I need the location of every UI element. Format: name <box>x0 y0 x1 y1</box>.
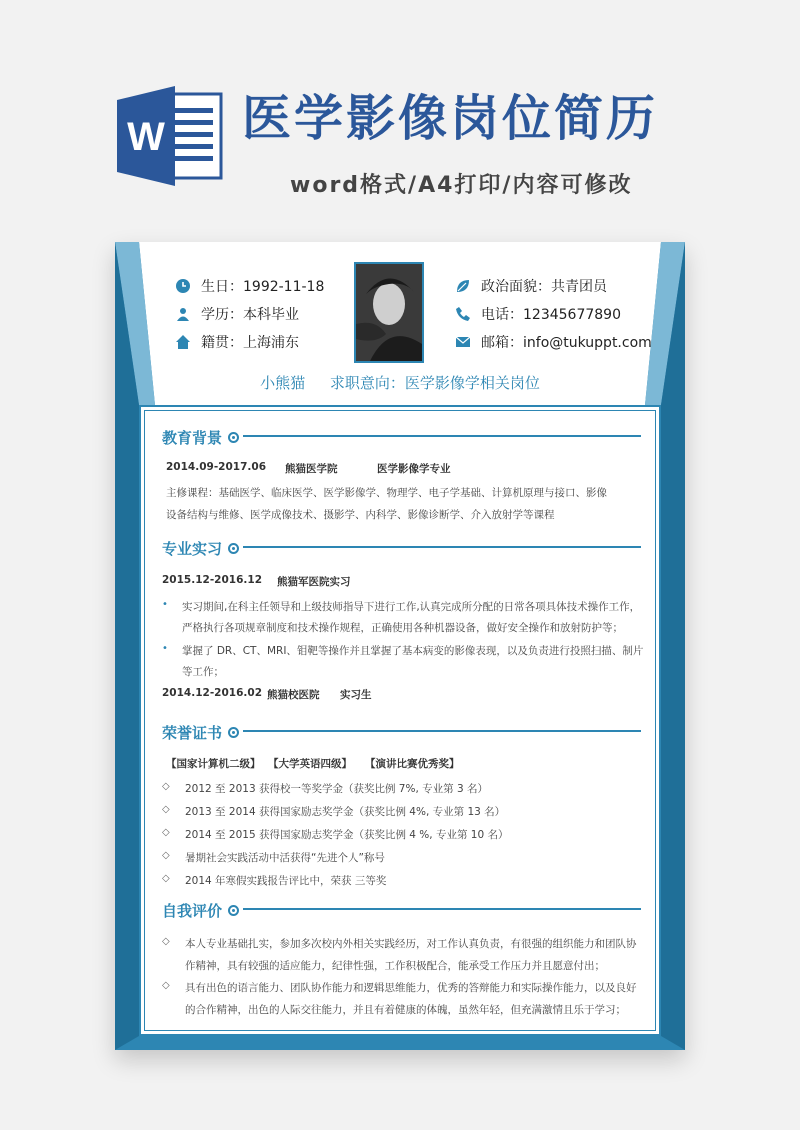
clock-icon <box>175 278 191 294</box>
phone-icon <box>455 306 471 322</box>
intern1-org: 熊猫军医院实习 <box>277 576 351 588</box>
intern1-line4: 等工作； <box>182 666 224 678</box>
honor-item: 2013 至 2014 获得国家励志奖学金（获奖比例 4%, 专业第 13 名） <box>185 806 506 818</box>
section-dot-icon <box>228 905 239 916</box>
word-logo-icon <box>117 86 225 186</box>
section-title-honors: 荣誉证书 <box>162 722 239 743</box>
email-text: 邮箱：info@tukuppt.com <box>481 335 652 351</box>
cert-speech: 【演讲比赛优秀奖】 <box>365 758 460 770</box>
diamond-bullet-icon: ◇ <box>162 850 170 861</box>
self-line1: 本人专业基础扎实，参加多次校内外相关实践经历，对工作认真负责，有很强的组织能力和团队协 <box>185 938 637 950</box>
self-line4: 的合作精神，出色的人际交往能力，并且有着健康的体魄，虽然年轻，但充满激情且乐于学习； <box>185 1004 626 1016</box>
diamond-bullet-icon: ◇ <box>162 804 170 815</box>
intern1-line1: 实习期间,在科主任领导和上级技师指导下进行工作,认真完成所分配的日常各项具体技术操作工作， <box>182 601 641 613</box>
word-logo-letter: W <box>127 115 165 159</box>
cert-english: 【大学英语四级】 <box>268 758 352 770</box>
name-objective-line <box>115 372 685 393</box>
section-divider <box>243 546 641 548</box>
section-divider <box>243 435 641 437</box>
education-text: 学历：本科毕业 <box>201 307 299 323</box>
diamond-bullet-icon: ◇ <box>162 781 170 792</box>
bullet-icon: • <box>162 599 168 610</box>
phone-info <box>455 304 621 324</box>
job-objective: 求职意向：医学影像学相关岗位 <box>329 374 540 392</box>
page-title: 医学影像岗位简历 <box>242 90 659 147</box>
diamond-bullet-icon: ◇ <box>162 980 170 991</box>
diamond-bullet-icon: ◇ <box>162 873 170 884</box>
page-subtitle: word格式/A4打印/内容可修改 <box>290 173 633 198</box>
honor-item: 暑期社会实践活动中活获得“先进个人”称号 <box>185 852 385 864</box>
email-info <box>455 332 652 352</box>
edu-period: 2014.09-2017.06 <box>166 461 267 473</box>
bullet-icon: • <box>162 643 168 654</box>
education-info <box>175 304 299 324</box>
edu-courses-line2: 设备结构与维修、医学成像技术、摄影学、内科学、影像诊断学、介入放射学等课程 <box>166 509 555 521</box>
honor-item: 2012 至 2013 获得校一等奖学金（获奖比例 7%, 专业第 3 名） <box>185 783 488 795</box>
section-title-education: 教育背景 <box>162 427 239 448</box>
honor-item: 2014 至 2015 获得国家励志奖学金（获奖比例 4 %, 专业第 10 名） <box>185 829 509 841</box>
edu-school: 熊猫医学院 <box>285 463 338 475</box>
resume-sheet <box>115 242 685 1050</box>
birth-info <box>175 276 324 296</box>
section-divider <box>243 908 641 910</box>
intern1-period: 2015.12-2016.12 <box>162 574 263 586</box>
hometown-text: 籍贯：上海浦东 <box>201 335 299 351</box>
section-title-internship: 专业实习 <box>162 538 239 559</box>
self-line3: 具有出色的语言能力、团队协作能力和逻辑思维能力，优秀的答辩能力和实际操作能力，以及良好 <box>185 982 637 994</box>
candidate-name: 小熊猫 <box>260 374 306 392</box>
edu-major: 医学影像学专业 <box>377 463 451 475</box>
mail-icon <box>455 334 471 350</box>
intern2-org: 熊猫校医院 <box>267 689 320 701</box>
cert-computer: 【国家计算机二级】 <box>166 758 261 770</box>
intern1-line3: 掌握了 DR、CT、MRI、钼靶等操作并且掌握了基本病变的影像表现，以及负责进行投照扫描、制片 <box>182 645 644 657</box>
self-line2: 作精神，具有较强的适应能力，纪律性强，工作积极配合，能承受工作压力并且愿意付出； <box>185 960 605 972</box>
edu-courses-line1: 主修课程：基础医学、临床医学、医学影像学、物理学、电子学基础、计算机原理与接口、影像 <box>166 487 607 499</box>
section-dot-icon <box>228 432 239 443</box>
birth-text: 生日：1992-11-18 <box>201 279 325 295</box>
phone-text: 电话：12345677890 <box>481 307 621 323</box>
section-title-self: 自我评价 <box>162 900 239 921</box>
section-divider <box>243 730 641 732</box>
person-icon <box>175 306 191 322</box>
section-dot-icon <box>228 727 239 738</box>
banner-header <box>0 0 800 235</box>
honor-item: 2014 年寒假实践报告评比中，荣获 三等奖 <box>185 875 387 887</box>
politics-info <box>455 276 607 296</box>
intern2-period: 2014.12-2016.02 <box>162 687 263 699</box>
leaf-icon <box>455 278 471 294</box>
politics-text: 政治面貌：共青团员 <box>481 279 607 295</box>
section-dot-icon <box>228 543 239 554</box>
hometown-info <box>175 332 299 352</box>
home-icon <box>175 334 191 350</box>
profile-photo <box>354 262 424 363</box>
intern2-role: 实习生 <box>340 689 372 701</box>
diamond-bullet-icon: ◇ <box>162 936 170 947</box>
intern1-line2: 严格执行各项规章制度和技术操作规程，正确使用各种机器设备，做好安全操作和放射防护等； <box>182 622 623 634</box>
diamond-bullet-icon: ◇ <box>162 827 170 838</box>
